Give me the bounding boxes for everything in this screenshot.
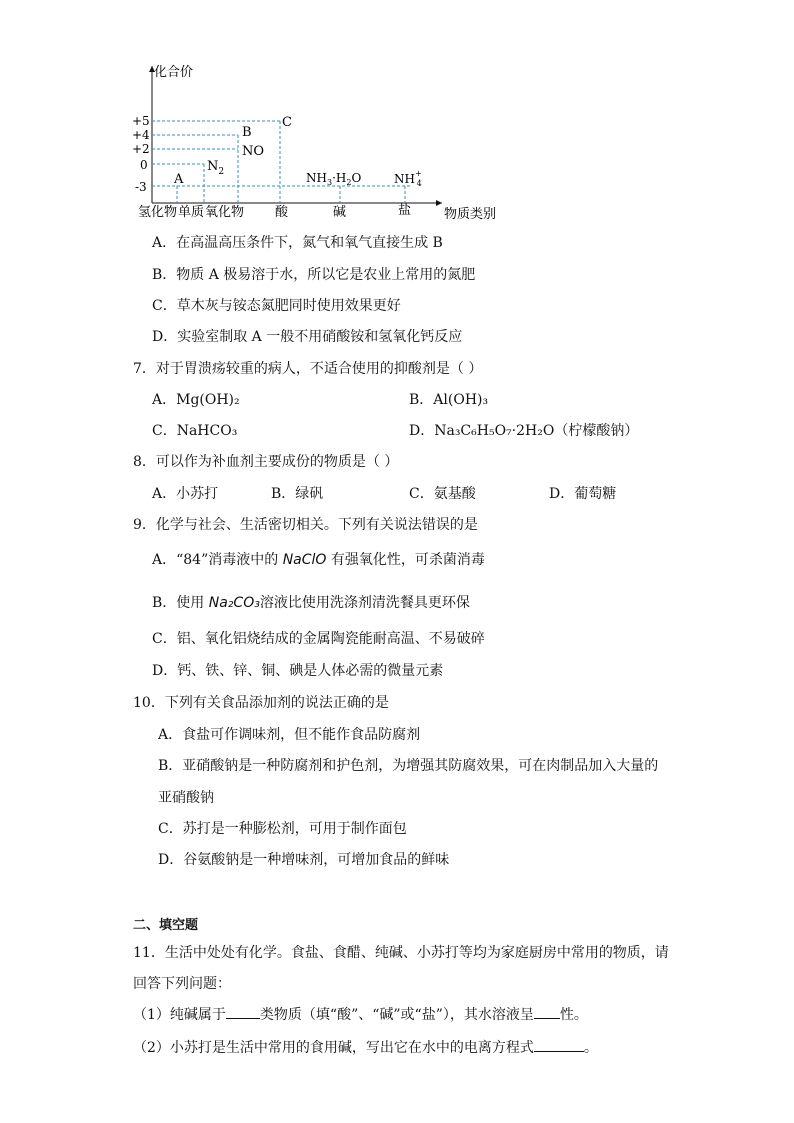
y-tick-plus2: +2	[132, 142, 150, 156]
q8-option-d[interactable]: D．葡萄糖	[549, 486, 617, 502]
q10-stem: 10．下列有关食品添加剂的说法正确的是	[133, 695, 389, 711]
label-NO: NO	[242, 144, 265, 159]
x-cat-base: 碱	[333, 205, 347, 220]
q11-p2-prefix: （2）小苏打是生活中常用的食用碱，写出它在水中的电离方程式	[133, 1040, 534, 1056]
q7-stem: 7．对于胃溃疡较重的病人，不适合使用的抑酸剂是（ ）	[133, 361, 483, 377]
q11-p2-suffix: 。	[583, 1040, 598, 1056]
q7-option-b[interactable]: B．Al(OH)₃	[409, 392, 489, 408]
x-cat-oxide: 氧化物	[205, 205, 245, 220]
y-tick-0: 0	[140, 158, 148, 172]
x-cat-salt: 盐	[398, 203, 412, 218]
q10-option-d[interactable]: D．谷氨酸钠是一种增味剂，可增加食品的鲜味	[158, 852, 450, 868]
q11-p1-prefix: （1）纯碱属于	[133, 1007, 226, 1023]
q11-part1	[133, 1004, 588, 1024]
q7-option-c[interactable]: C．NaHCO₃	[152, 423, 238, 439]
q11-p1-suffix: 性。	[559, 1007, 588, 1023]
y-tick-plus4: +4	[132, 128, 150, 142]
q6-option-d[interactable]: D．实验室制取 A 一般不用硝酸铵和氢氧化钙反应	[152, 329, 463, 345]
q9-option-d[interactable]: D．钙、铁、锌、铜、碘是人体必需的微量元素	[152, 663, 444, 679]
label-C: C	[282, 115, 292, 130]
q11-p1-blank1[interactable]	[226, 1004, 260, 1019]
q9-a-formula: NaClO	[282, 552, 327, 568]
q8-option-a[interactable]: A．小苏打	[152, 486, 219, 502]
label-A: A	[174, 172, 184, 187]
q6-option-b[interactable]: B．物质 A 极易溶于水，所以它是农业上常用的氮肥	[152, 267, 476, 283]
q7-option-d[interactable]: D．Na₃C₆H₅O₇·2H₂O（柠檬酸钠）	[409, 423, 639, 439]
y-tick-plus5: +5	[132, 114, 150, 128]
x-cat-hydride: 氢化物	[138, 205, 178, 220]
q8-option-b[interactable]: B．绿矾	[271, 486, 324, 502]
dashed-guides	[152, 121, 410, 203]
label-B: B	[242, 125, 252, 140]
y-tick-labels	[132, 114, 150, 194]
q9-option-b[interactable]	[152, 594, 470, 612]
q11-stem-line1: 11．生活中处处有化学。食盐、食醋、纯碱、小苏打等均为家庭厨房中常用的物质，请	[133, 945, 669, 961]
q11-part2	[133, 1037, 598, 1057]
q11-p1-middle: 类物质（填“酸”、“碱”或“盐”），其水溶液呈	[259, 1007, 534, 1023]
x-cat-acid: 酸	[275, 205, 289, 220]
y-axis-title: 化合价	[154, 65, 194, 80]
q9-option-a[interactable]	[152, 551, 485, 569]
label-NH4: NH+ 4	[394, 169, 422, 188]
q8-stem: 8．可以作为补血剂主要成份的物质是（ ）	[133, 454, 399, 470]
q11-p1-blank2[interactable]	[534, 1004, 560, 1019]
q10-option-c[interactable]: C．苏打是一种膨松剂，可用于制作面包	[158, 821, 407, 837]
q9-b-suffix: 溶液比使用洗涤剂清洗餐具更环保	[259, 595, 470, 611]
q8-option-c[interactable]: C．氨基酸	[409, 486, 476, 502]
q6-option-a[interactable]: A．在高温高压条件下，氮气和氧气直接生成 B	[152, 235, 443, 251]
q11-stem-line2: 回答下列问题：	[133, 976, 231, 992]
y-tick-minus3: -3	[135, 180, 147, 194]
q6-option-c[interactable]: C．草木灰与铵态氮肥同时使用效果更好	[152, 298, 401, 314]
q7-option-a[interactable]: A．Mg(OH)₂	[152, 392, 240, 408]
q9-option-c[interactable]: C．铝、氧化铝烧结成的金属陶瓷能耐高温、不易破碎	[152, 631, 485, 647]
q9-a-suffix: 有强氧化性，可杀菌消毒	[326, 552, 485, 568]
valence-class-chart	[120, 58, 520, 223]
q9-b-formula: Na₂CO₃	[208, 595, 260, 611]
label-N2: $N_2$	[207, 159, 225, 177]
x-cat-element: 单质	[178, 205, 205, 220]
q9-a-prefix: A．“84”消毒液中的	[152, 552, 283, 568]
q10-option-b-line1[interactable]: B．亚硝酸钠是一种防腐剂和护色剂，为增强其防腐效果，可在肉制品加入大量的	[158, 758, 659, 774]
q10-option-a[interactable]: A．食盐可作调味剂，但不能作食品防腐剂	[158, 727, 421, 743]
x-axis-title: 物质类别	[444, 207, 497, 222]
q9-stem: 9．化学与社会、生活密切相关。下列有关说法错误的是	[133, 517, 478, 533]
x-category-labels	[138, 202, 411, 220]
q10-option-b-line2[interactable]: 亚硝酸钠	[158, 790, 214, 806]
label-NH3-H2O: $NH_3\cdot H_2O$	[306, 171, 362, 187]
q9-b-prefix: B．使用	[152, 595, 209, 611]
q11-p2-blank[interactable]	[534, 1037, 584, 1052]
section-title: 二、填空题	[133, 918, 199, 933]
